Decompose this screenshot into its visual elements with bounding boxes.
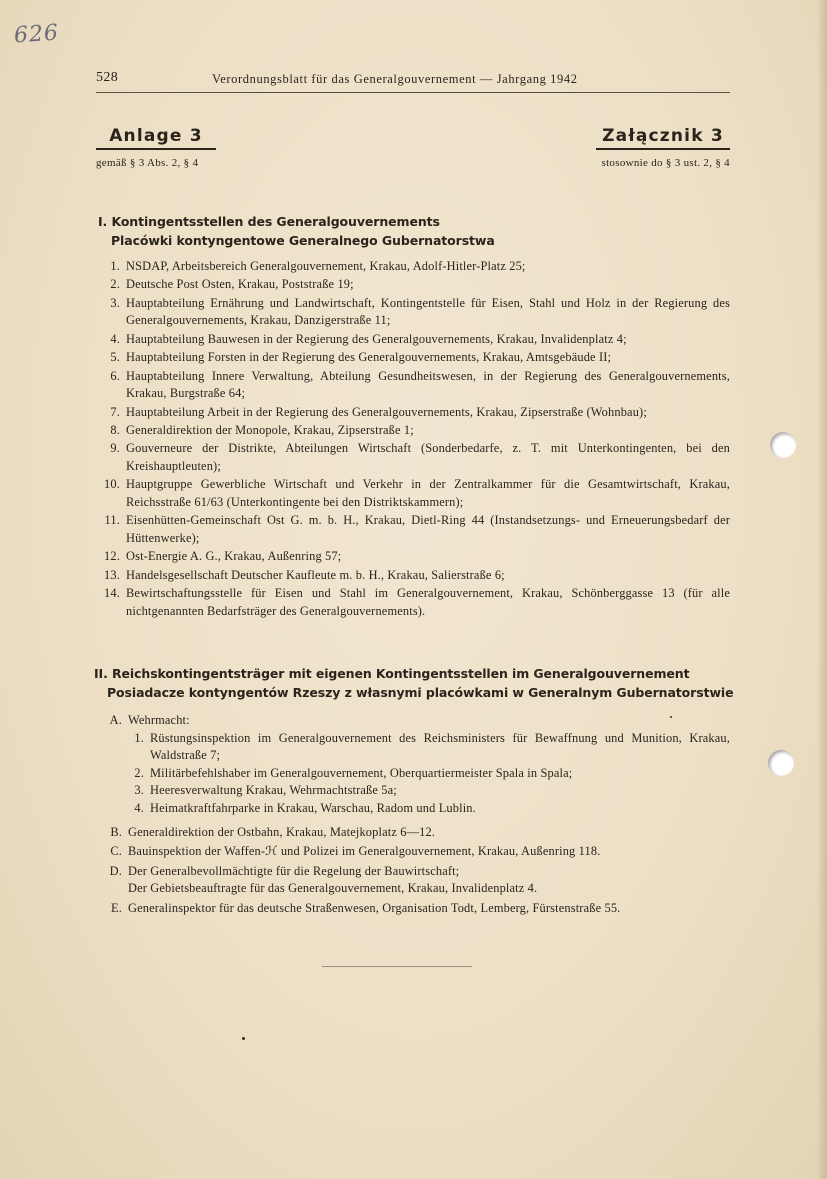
anlage-title: Anlage 3: [96, 126, 216, 150]
sub-list-item: [122, 782, 730, 800]
section-2-heading-polish: Posiadacze kontyngentów Rzeszy z własnymi placówkami w Generalnym Gubernatorstwie: [107, 685, 734, 700]
sub-item-text: Militärbefehlshaber im Generalgouvernement, Oberquartiermeister Spala in Spala;: [150, 765, 573, 780]
ink-speck: [670, 716, 672, 718]
item-text: Bauinspektion der Waffen-ℋ und Polizei im Generalgouvernement, Krakau, Außenring 118.: [128, 844, 601, 859]
item-number: 11.: [104, 513, 120, 528]
item-text: Bewirtschaftungsstelle für Eisen und Stahl im Generalgouvernement, Krakau, Schönberggasse 13 (für alle nichtgenannten Bedarfsträger des Generalgouvernements).: [126, 586, 730, 618]
item-number: 4.: [110, 331, 120, 346]
item-text: Gouverneure der Distrikte, Abteilungen Wirtschaft (Sonderbedarfe, z. T. mit Unterkontingenten, bei den Kreishauptleuten);: [126, 441, 730, 473]
item-text: Der Generalbevollmächtigte für die Regelung der Bauwirtschaft;: [128, 863, 460, 878]
sub-list-item: [122, 730, 730, 765]
item-number: 1.: [110, 259, 120, 273]
list-item: [98, 276, 730, 294]
sub-item-number: 2.: [134, 765, 144, 780]
list-item: [98, 567, 730, 585]
list-item: [98, 422, 730, 440]
footer-rule: [322, 966, 472, 967]
anlage-polish: [596, 126, 730, 169]
item-letter: C.: [110, 844, 122, 859]
sub-item-number: 4.: [134, 800, 144, 815]
sub-list-item: [122, 765, 730, 783]
item-text: Generaldirektion der Ostbahn, Krakau, Matejkoplatz 6—12.: [128, 824, 436, 839]
list-item-b: [100, 824, 730, 842]
zalacznik-subtitle: stosownie do § 3 ust. 2, § 4: [601, 157, 730, 169]
item-number: 9.: [110, 441, 120, 456]
item-number: 5.: [110, 350, 120, 365]
sub-item-text: Heimatkraftfahrparke in Krakau, Warschau, Radom und Lublin.: [150, 800, 476, 815]
ink-speck: [242, 1037, 245, 1040]
item-number: 8.: [110, 422, 120, 437]
list-item: [98, 258, 730, 276]
list-item-d: [100, 863, 730, 881]
list-item-e: [100, 900, 730, 918]
item-number: 2.: [110, 277, 120, 292]
running-header: [96, 70, 730, 93]
page-edge-shadow: [817, 0, 827, 1179]
item-letter: D.: [109, 863, 122, 878]
section-1-heading-polish: Placówki kontyngentowe Generalnego Gubernatorstwa: [111, 233, 495, 248]
item-text: Generalinspektor für das deutsche Straßenwesen, Organisation Todt, Lemberg, Fürstenstraße 55.: [128, 900, 621, 915]
gazette-title: Verordnungsblatt für das Generalgouvernement — Jahrgang 1942: [212, 72, 578, 86]
item-text: Hauptabteilung Forsten in der Regierung des Generalgouvernements, Krakau, Amtsgebäude II;: [126, 350, 612, 365]
item-letter: A.: [109, 713, 122, 727]
item-number: 10.: [104, 477, 120, 492]
wehrmacht-sublist: [122, 730, 730, 818]
item-text: NSDAP, Arbeitsbereich Generalgouvernement, Krakau, Adolf-Hitler-Platz 25;: [126, 259, 526, 273]
item-number: 6.: [110, 368, 120, 383]
anlage-german: [96, 126, 216, 169]
item-number: 12.: [104, 549, 120, 564]
list-item: [98, 331, 730, 349]
item-text: Hauptabteilung Bauwesen in der Regierung des Generalgouvernements, Krakau, Invalidenplatz 4;: [126, 331, 627, 346]
section-1-heading: [98, 212, 495, 250]
item-number: 14.: [104, 586, 120, 601]
sub-item-number: 3.: [134, 783, 144, 798]
item-text: Handelsgesellschaft Deutscher Kaufleute m. b. H., Krakau, Salierstraße 6;: [126, 567, 505, 582]
item-letter: E.: [111, 900, 122, 915]
item-text: Hauptabteilung Innere Verwaltung, Abteilung Gesundheitswesen, in der Regierung des Generalgouvernements, Krakau, Burgstraße 64;: [126, 368, 730, 401]
item-number: 7.: [110, 404, 120, 419]
item-text: Eisenhütten-Gemeinschaft Ost G. m. b. H., Krakau, Dietl-Ring 44 (Instandsetzungs- und Erneuerungsbedarf der Hüttenwerke);: [126, 513, 730, 545]
list-item: [98, 440, 730, 475]
section-2-heading-german: II. Reichskontingentsträger mit eigenen Kontingentsstellen im Generalgouvernement: [94, 666, 690, 681]
item-text: Wehrmacht:: [128, 713, 190, 727]
list-item-c: [100, 843, 730, 861]
punch-hole-upper: [770, 432, 796, 458]
section-2-list: [100, 712, 730, 918]
sub-list-item: [122, 800, 730, 818]
list-item: [98, 585, 730, 620]
item-text: Hauptabteilung Arbeit in der Regierung des Generalgouvernements, Krakau, Zipserstraße (Wohnbau);: [126, 404, 647, 419]
item-text: Hauptgruppe Gewerbliche Wirtschaft und Verkehr in der Zentralkammer für die Gesamtwirtschaft, Krakau, Reichsstraße 61/63 (Unterkontingente bei den Distriktskammern);: [126, 477, 730, 509]
list-item: [98, 476, 730, 511]
item-number: 13.: [104, 567, 120, 582]
list-item: [98, 368, 730, 403]
sub-item-number: 1.: [134, 730, 144, 745]
item-letter: B.: [110, 824, 122, 839]
sub-item-text: Rüstungsinspektion im Generalgouvernement des Reichsministers für Bewaffnung und Munition, Krakau, Waldstraße 7;: [150, 730, 730, 763]
list-item: [98, 512, 730, 547]
list-item: [98, 404, 730, 422]
item-number: 3.: [110, 295, 120, 310]
section-1-list: [98, 258, 730, 621]
section-1-heading-german: I. Kontingentsstellen des Generalgouvernements: [98, 214, 440, 229]
zalacznik-title: Załącznik 3: [596, 126, 730, 150]
anlage-subtitle: gemäß § 3 Abs. 2, § 4: [96, 157, 199, 169]
handwritten-archive-number: 626: [13, 20, 60, 49]
item-text: Deutsche Post Osten, Krakau, Poststraße 19;: [126, 277, 354, 292]
list-item: [98, 548, 730, 566]
punch-hole-lower: [768, 750, 794, 776]
item-text: Hauptabteilung Ernährung und Landwirtschaft, Kontingentstelle für Eisen, Stahl und Holz in der Regierung des Generalgouvernements, Krakau, Danzigerstraße 11;: [126, 295, 730, 328]
item-text: Ost-Energie A. G., Krakau, Außenring 57;: [126, 549, 342, 564]
page-number: 528: [96, 70, 119, 85]
section-2-heading: [94, 664, 733, 702]
list-item: [98, 349, 730, 367]
item-text: Generaldirektion der Monopole, Krakau, Zipserstraße 1;: [126, 422, 414, 437]
list-item: [98, 295, 730, 330]
sub-item-text: Heeresverwaltung Krakau, Wehrmachtstraße 5a;: [150, 783, 397, 798]
list-item-a: [100, 712, 730, 730]
list-item-d-continuation: Der Gebietsbeauftragte für das Generalgouvernement, Krakau, Invalidenplatz 4.: [128, 881, 538, 896]
